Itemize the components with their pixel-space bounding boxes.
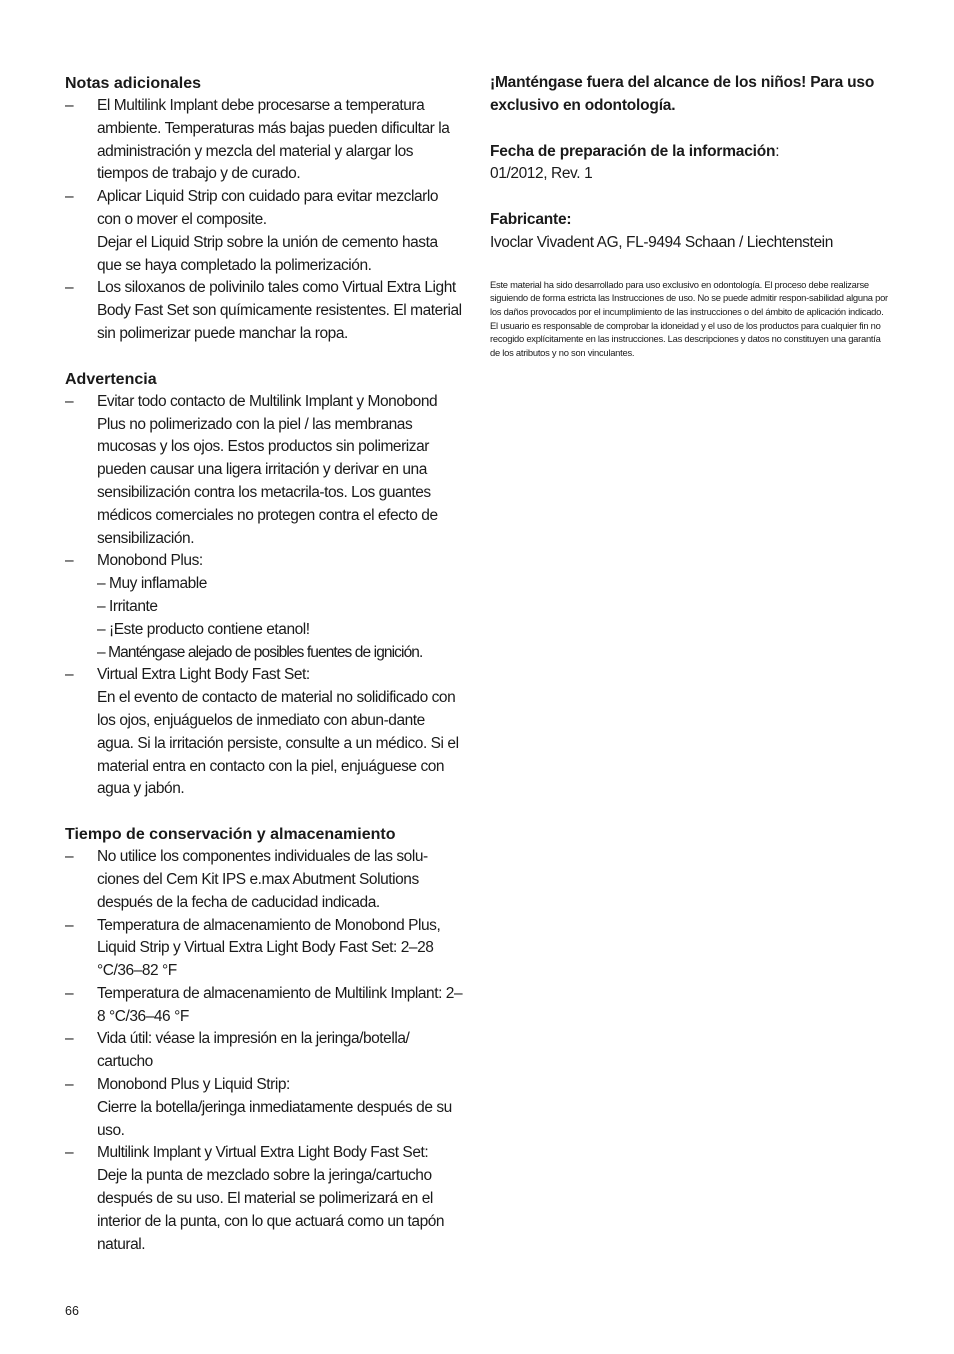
- sub-item: – Irritante: [97, 597, 158, 615]
- manufacturer-value: Ivoclar Vivadent AG, FL-9494 Schaan / Liechtenstein: [490, 233, 833, 251]
- list-item: [65, 95, 465, 186]
- manufacturer: [490, 209, 890, 255]
- item-text: Multilink Implant y Virtual Extra Light Body Fast Set:: [97, 1144, 429, 1162]
- page-number: 66: [65, 1304, 79, 1318]
- list-item: [65, 391, 465, 551]
- preparation-date-label: Fecha de preparación de la información: [490, 142, 776, 160]
- sub-item: – Manténgase alejado de posibles fuentes de ignición.: [97, 643, 423, 661]
- list-item: [65, 550, 465, 664]
- dash-bullet: –: [65, 848, 74, 866]
- dash-bullet: –: [65, 552, 74, 570]
- preparation-date-value: 01/2012, Rev. 1: [490, 165, 593, 183]
- item-title: Monobond Plus:: [97, 552, 203, 570]
- section-tiempo-conservacion: [65, 823, 465, 1256]
- dash-bullet: –: [65, 984, 74, 1002]
- item-text: En el evento de contacto de material no solidificado con los ojos, enjuáguelos de inmediato con abun-dante agua. Si la irritación persiste, consulte a un médico. Si el material entra en contacto con la piel, enjuáguese con agua y jabón.: [97, 689, 459, 798]
- dash-bullet: –: [65, 279, 74, 297]
- dash-bullet: –: [65, 188, 74, 206]
- dash-bullet: –: [65, 1030, 74, 1048]
- heading-notas-adicionales: Notas adicionales: [65, 75, 202, 92]
- sub-item: – Muy inflamable: [97, 575, 207, 593]
- item-text: Monobond Plus y Liquid Strip:: [97, 1076, 290, 1094]
- section-advertencia: [65, 368, 465, 801]
- item-text: Dejar el Liquid Strip sobre la unión de cemento hasta que se haya completado la polimerización.: [97, 233, 438, 274]
- item-title: Virtual Extra Light Body Fast Set:: [97, 666, 310, 684]
- preparation-date: [490, 141, 890, 187]
- item-text: Los siloxanos de polivinilo tales como Virtual Extra Light Body Fast Set son químicamente resistentes. El material sin polimerizar puede manchar la ropa.: [97, 279, 462, 342]
- dash-bullet: –: [65, 1076, 74, 1094]
- item-text: Vida útil: véase la impresión en la jeringa/botella/ cartucho: [97, 1030, 410, 1071]
- list-item: [65, 1142, 465, 1256]
- section-notas-adicionales: [65, 72, 465, 346]
- list-item: [65, 277, 465, 345]
- heading-tiempo-conservacion: Tiempo de conservación y almacenamiento: [65, 826, 396, 844]
- list-item: [65, 664, 465, 801]
- list-item: [65, 186, 465, 277]
- item-text: Cierre la botella/jeringa inmediatamente después de su uso.: [97, 1098, 452, 1139]
- dash-bullet: –: [65, 1144, 74, 1162]
- children-warning: ¡Manténgase fuera del alcance de los niños! Para uso exclusivo en odontología.: [490, 74, 875, 114]
- list-item: [65, 983, 465, 1029]
- item-text: El Multilink Implant debe procesarse a temperatura ambiente. Temperaturas más bajas pueden dificultar la administración y mezcla del material y alargar los tiempos de trabajo y de curado.: [97, 97, 450, 183]
- right-column: [490, 72, 890, 359]
- dash-bullet: –: [65, 666, 74, 684]
- item-text: Deje la punta de mezclado sobre la jeringa/cartucho después de su uso. El material se polimerizará en el interior de la punta, con lo que actuará como un tapón natural.: [97, 1167, 445, 1253]
- dash-bullet: –: [65, 97, 74, 114]
- preparation-date-colon: :: [775, 142, 780, 160]
- disclaimer-text: Este material ha sido desarrollado para uso exclusivo en odontología. El proceso debe realizarse siguiendo de forma estricta las Instrucciones de uso. No se puede admitir respon-sabilidad alguna por los daños provocados por el incumplimiento de las instrucciones o del ámbito de aplicación indicado. El usuario es responsable de comprobar la idoneidad y el uso de los productos para cualquier fin no recogido explícitamente en las instrucciones. Las descripciones y datos no constituyen una garantía de los atributos y no son vinculantes.: [490, 278, 888, 358]
- item-text: Aplicar Liquid Strip con cuidado para evitar mezclarlo con o mover el composite.: [97, 188, 438, 228]
- item-text: No utilice los componentes individuales de las solu-ciones del Cem Kit IPS e.max Abutment Solutions después de la fecha de caducidad indicada.: [97, 848, 428, 911]
- sub-item: – ¡Este producto contiene etanol!: [97, 620, 310, 638]
- item-text: Temperatura de almacenamiento de Monobond Plus, Liquid Strip y Virtual Extra Light Body Fast Set: 2–28 °C/36–82 °F: [97, 916, 441, 980]
- dash-bullet: –: [65, 916, 74, 934]
- list-item: [65, 1028, 465, 1074]
- item-text: Temperatura de almacenamiento de Multilink Implant: 2–8 °C/36–46 °F: [97, 984, 463, 1025]
- manufacturer-label: Fabricante:: [490, 211, 572, 229]
- dash-bullet: –: [65, 392, 74, 410]
- heading-advertencia: Advertencia: [65, 370, 157, 388]
- list-item: [65, 1074, 465, 1142]
- left-column: [65, 72, 465, 1278]
- item-text: Evitar todo contacto de Multilink Implant y Monobond Plus no polimerizado con la piel / las membranas mucosas y los ojos. Estos productos sin polimerizar pueden causar una ligera irritación y derivar en una sensibilización contra los metacrila-tos. Los guantes médicos comerciales no protegen contra el efecto de sensibilización.: [97, 392, 438, 547]
- list-item: [65, 915, 465, 983]
- list-item: [65, 846, 465, 914]
